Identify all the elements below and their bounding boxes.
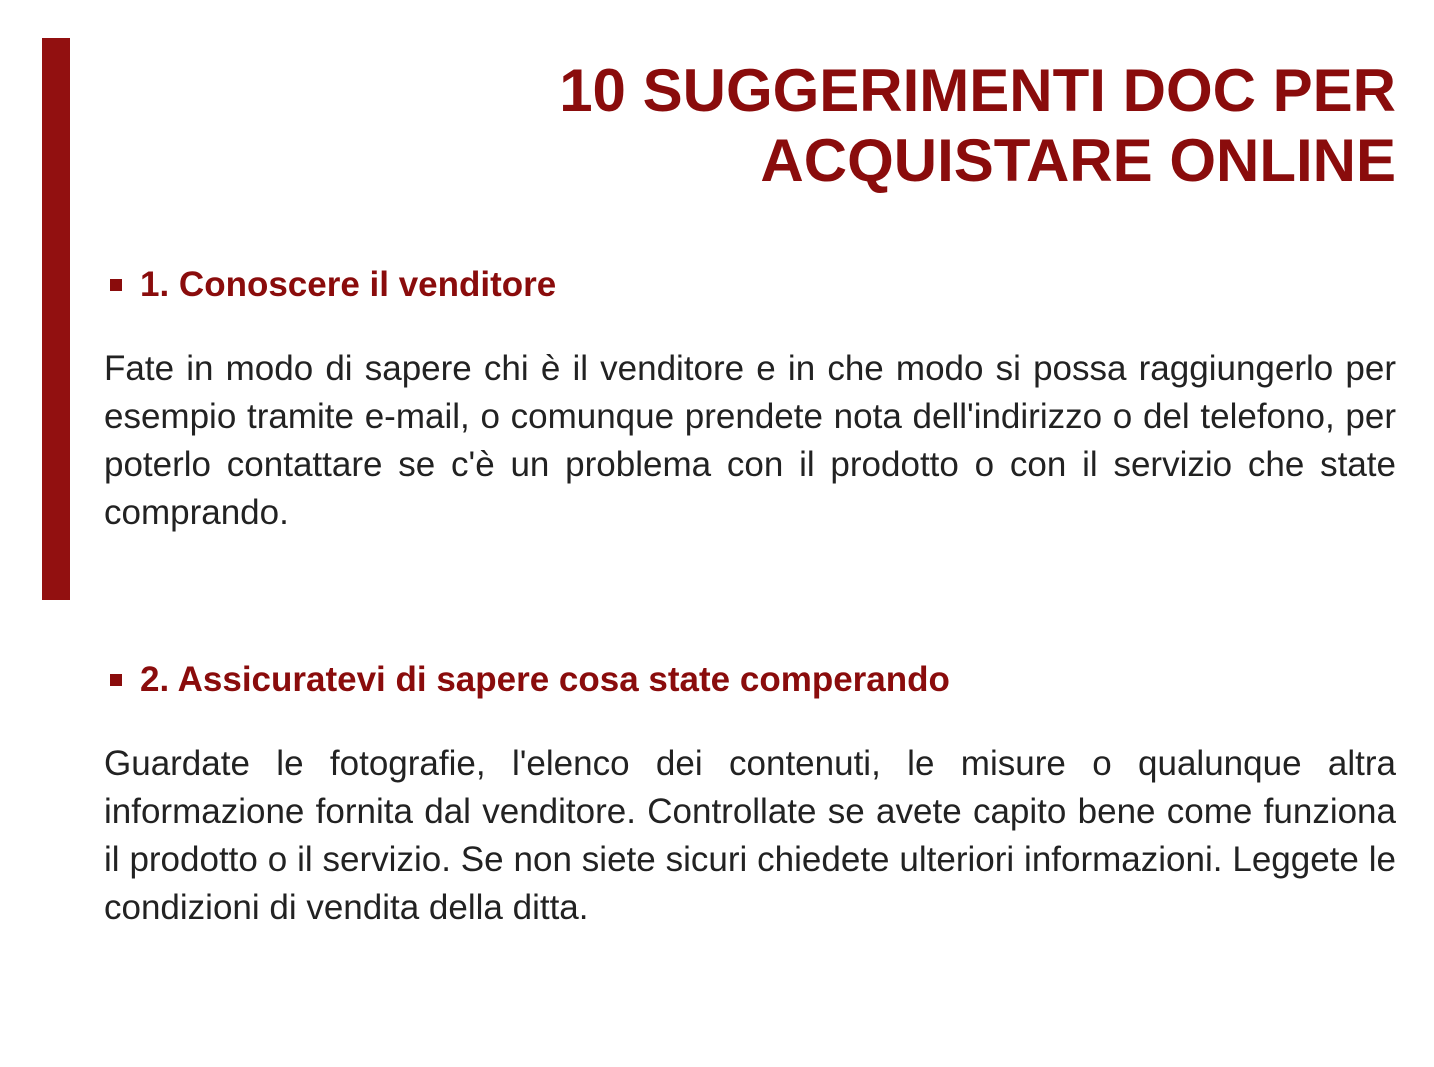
accent-bar: [42, 38, 70, 600]
tip-body-2: Guardate le fotografie, l'elenco dei contenuti, le misure o qualunque altra informazione fornita dal venditore. Controllate se avete capito bene come funziona il prodotto o il servizio. Se non siete sicuri chiedete ulteriori informazioni. Leggete le condizioni di vendita della ditta.: [104, 744, 1396, 927]
tip-heading-2: [104, 657, 1396, 703]
tip-section-1: [104, 262, 1396, 537]
slide-title: [300, 56, 1396, 196]
slide-title-line-1: 10 SUGGERIMENTI DOC PER: [559, 57, 1396, 124]
slide-title-line-2: ACQUISTARE ONLINE: [760, 127, 1396, 194]
tip-heading-1-text: 1. Conoscere il venditore: [140, 265, 557, 304]
tip-section-2: [104, 657, 1396, 932]
tip-heading-2-text: 2. Assicuratevi di sapere cosa state comperando: [140, 660, 950, 699]
tip-heading-1: [104, 262, 1396, 308]
square-bullet-icon: [110, 674, 122, 686]
tip-body-1: Fate in modo di sapere chi è il venditore e in che modo si possa raggiungerlo per esempio tramite e-mail, o comunque prendete nota dell'indirizzo o del telefono, per poterlo contattare se c'è un problema con il prodotto o con il servizio che state comprando.: [104, 349, 1396, 532]
square-bullet-icon: [110, 279, 122, 291]
